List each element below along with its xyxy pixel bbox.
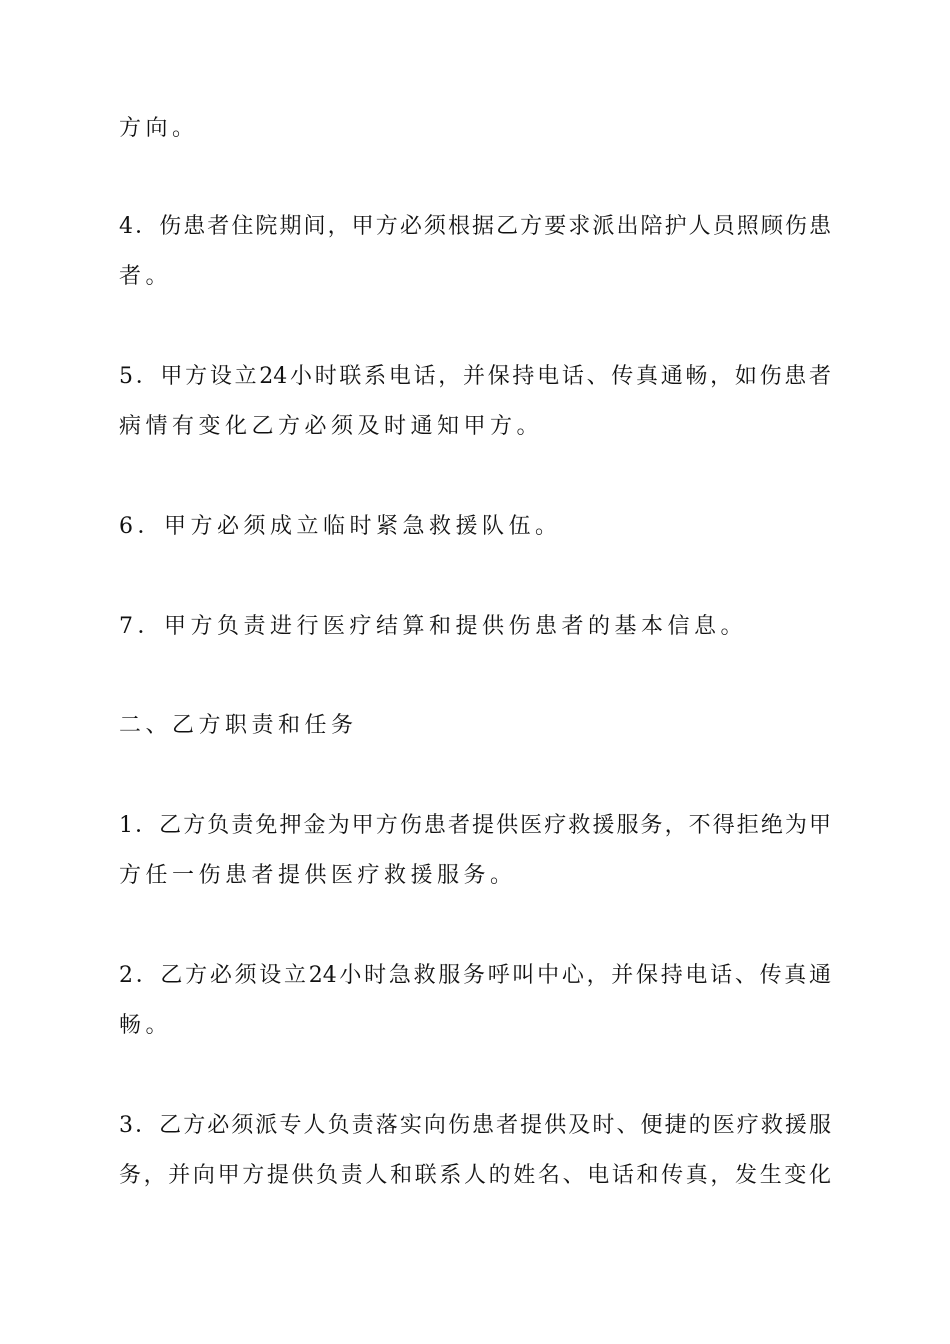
text-line-continuation: 方向。	[119, 116, 199, 141]
item-4-line-1: 4．伤患者住院期间，甲方必须根据乙方要求派出陪护人员照顾伤患	[119, 214, 831, 239]
item-b3-line-2: 务，并向甲方提供负责人和联系人的姓名、电话和传真，发生变化	[119, 1163, 831, 1188]
item-b1-line-2: 方任一伤患者提供医疗救援服务。	[119, 863, 517, 888]
item-b2-line-1: 2．乙方必须设立24小时急救服务呼叫中心，并保持电话、传真通	[119, 963, 831, 988]
item-b2-line-2: 畅。	[119, 1013, 173, 1038]
item-b3-line-1: 3．乙方必须派专人负责落实向伤患者提供及时、便捷的医疗救援服	[119, 1113, 831, 1138]
section-heading: 二、乙方职责和任务	[119, 713, 358, 738]
item-b1-line-1: 1．乙方负责免押金为甲方伤患者提供医疗救援服务，不得拒绝为甲	[119, 813, 831, 838]
item-5-line-1: 5．甲方设立24小时联系电话，并保持电话、传真通畅，如伤患者	[119, 364, 831, 389]
item-5-line-2: 病情有变化乙方必须及时通知甲方。	[119, 414, 544, 439]
item-6: 6．甲方必须成立临时紧急救援队伍。	[119, 514, 562, 539]
item-7: 7．甲方负责进行医疗结算和提供伤患者的基本信息。	[119, 614, 747, 639]
item-4-line-2: 者。	[119, 264, 173, 289]
